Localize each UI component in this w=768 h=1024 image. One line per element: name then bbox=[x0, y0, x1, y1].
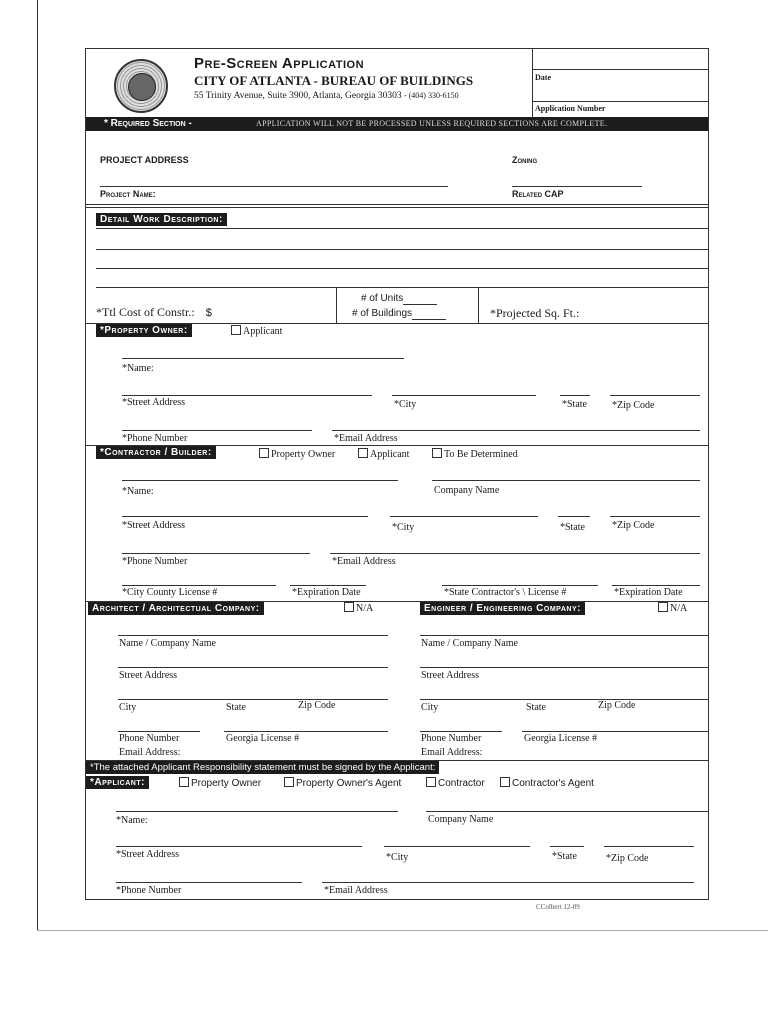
owner-applicant-label: Applicant bbox=[243, 326, 283, 337]
street-address-text: 55 Trinity Avenue, Suite 3900, Atlanta, Georgia 30303 bbox=[194, 91, 402, 101]
applicant-contractor-checkbox[interactable] bbox=[426, 777, 485, 789]
checkbox-icon bbox=[500, 777, 510, 787]
owner-city-field[interactable] bbox=[392, 395, 536, 396]
architect-band: Architect / Architectual Company: bbox=[88, 602, 264, 615]
contractor-email-field[interactable] bbox=[330, 553, 700, 554]
license-expiration-field[interactable] bbox=[290, 585, 366, 586]
owner-name-field[interactable] bbox=[122, 358, 404, 359]
architect-na-label: N/A bbox=[356, 603, 374, 614]
property-owner-band: *Property Owner: bbox=[96, 324, 192, 337]
applicant-street-field[interactable] bbox=[116, 846, 362, 847]
engineer-phone-label: Phone Number bbox=[421, 733, 482, 744]
units-field[interactable] bbox=[403, 293, 437, 305]
buildings-row bbox=[352, 308, 446, 320]
owner-zip-label: *Zip Code bbox=[612, 400, 655, 411]
units-row bbox=[361, 293, 437, 305]
architect-phone-label: Phone Number bbox=[119, 733, 180, 744]
office-phone: - (404) 330-6150 bbox=[403, 91, 459, 100]
buildings-label: # of Buildings bbox=[352, 308, 413, 319]
application-form bbox=[85, 48, 709, 900]
contractor-band: *Contractor / Builder: bbox=[96, 446, 216, 459]
owner-state-field[interactable] bbox=[560, 395, 590, 396]
org-name: CITY OF ATLANTA bbox=[194, 73, 311, 88]
construction-cost-label: *Ttl Cost of Constr.: bbox=[96, 305, 195, 319]
application-number-label: Application Number bbox=[535, 104, 606, 113]
engineer-city-state-zip-field[interactable] bbox=[420, 699, 708, 700]
engineer-name-label: Name / Company Name bbox=[421, 638, 518, 649]
checkbox-icon bbox=[358, 448, 368, 458]
detail-line-1[interactable] bbox=[96, 228, 708, 229]
project-name-label: Project Name: bbox=[100, 189, 156, 199]
contractor-state-label: *State bbox=[560, 522, 585, 533]
city-seal-icon bbox=[114, 59, 168, 113]
owner-zip-field[interactable] bbox=[610, 395, 700, 396]
required-section-bar bbox=[86, 117, 708, 131]
state-license-field[interactable] bbox=[442, 585, 598, 586]
applicant-street-label: *Street Address bbox=[116, 849, 180, 860]
required-notice: APPLICATION WILL NOT BE PROCESSED UNLESS REQUIRED SECTIONS ARE COMPLETE. bbox=[256, 119, 608, 128]
applicant-name-field[interactable] bbox=[116, 811, 398, 812]
project-name-field[interactable] bbox=[100, 186, 448, 187]
owner-state-label: *State bbox=[562, 399, 587, 410]
engineer-band: Engineer / Engineering Company: bbox=[420, 602, 585, 615]
form-revision-code: CColbert 12-09 bbox=[536, 903, 580, 911]
engineer-phone-field[interactable] bbox=[420, 731, 502, 732]
city-license-field[interactable] bbox=[122, 585, 276, 586]
applicant-owner-label: Property Owner bbox=[191, 778, 262, 789]
checkbox-icon bbox=[284, 777, 294, 787]
architect-zip-label: Zip Code bbox=[298, 700, 336, 711]
contractor-phone-label: *Phone Number bbox=[122, 556, 188, 567]
owner-email-label: *Email Address bbox=[334, 433, 398, 444]
checkbox-icon bbox=[344, 602, 354, 612]
architect-license-label: Georgia License # bbox=[226, 733, 300, 744]
detail-line-2[interactable] bbox=[96, 249, 708, 250]
applicant-city-field[interactable] bbox=[384, 846, 530, 847]
related-cap-field[interactable] bbox=[512, 186, 642, 187]
applicant-zip-label: *Zip Code bbox=[606, 853, 649, 864]
contractor-city-field[interactable] bbox=[390, 516, 538, 517]
buildings-field[interactable] bbox=[412, 308, 446, 320]
related-cap-label: Related CAP bbox=[512, 189, 564, 199]
architect-na-checkbox[interactable] bbox=[344, 602, 373, 614]
office-address bbox=[194, 91, 459, 101]
date-label: Date bbox=[535, 73, 551, 82]
contractor-email-label: *Email Address bbox=[332, 556, 396, 567]
checkbox-icon bbox=[179, 777, 189, 787]
contractor-city-label: *City bbox=[392, 522, 415, 533]
checkbox-icon bbox=[432, 448, 442, 458]
architect-email-label: Email Address: bbox=[119, 747, 181, 758]
contractor-owner-label: Property Owner bbox=[271, 449, 336, 460]
state-license-label: *State Contractor's \ License # bbox=[444, 587, 567, 598]
applicant-owner-checkbox[interactable] bbox=[179, 777, 261, 789]
owner-phone-label: *Phone Number bbox=[122, 433, 188, 444]
contractor-street-label: *Street Address bbox=[122, 520, 186, 531]
state-expiration-field[interactable] bbox=[612, 585, 700, 586]
checkbox-icon bbox=[658, 602, 668, 612]
architect-license-field[interactable] bbox=[224, 731, 388, 732]
architect-street-label: Street Address bbox=[119, 670, 178, 681]
engineer-name-field[interactable] bbox=[420, 635, 708, 636]
owner-phone-field[interactable] bbox=[122, 430, 312, 431]
applicant-zip-field[interactable] bbox=[604, 846, 694, 847]
contractor-applicant-label: Applicant bbox=[370, 449, 410, 460]
detail-line-3[interactable] bbox=[96, 268, 708, 269]
engineer-na-checkbox[interactable] bbox=[658, 602, 687, 614]
owner-name-label: *Name: bbox=[122, 363, 154, 374]
architect-name-label: Name / Company Name bbox=[119, 638, 216, 649]
checkbox-icon bbox=[426, 777, 436, 787]
architect-city-state-zip-field[interactable] bbox=[118, 699, 388, 700]
architect-street-field[interactable] bbox=[118, 667, 388, 668]
contractor-owner-checkbox[interactable] bbox=[259, 448, 335, 460]
owner-street-field[interactable] bbox=[122, 395, 372, 396]
city-license-label: *City County License # bbox=[122, 587, 218, 598]
applicant-email-label: *Email Address bbox=[324, 885, 388, 896]
applicant-contractor-agent-label: Contractor's Agent bbox=[512, 778, 594, 789]
engineer-street-label: Street Address bbox=[421, 670, 480, 681]
engineer-email-label: Email Address: bbox=[421, 747, 483, 758]
state-expiration-label: *Expiration Date bbox=[614, 587, 683, 598]
applicant-band: *Applicant: bbox=[86, 776, 149, 789]
cost-currency: $ bbox=[205, 307, 212, 319]
contractor-name-label: *Name: bbox=[122, 486, 154, 497]
applicant-statement: *The attached Applicant Responsibility statement must be signed by the Applicant: bbox=[86, 761, 439, 774]
contractor-phone-field[interactable] bbox=[122, 553, 310, 554]
applicant-name-label: *Name: bbox=[116, 815, 148, 826]
contractor-name-field[interactable] bbox=[122, 480, 398, 481]
applicant-state-field[interactable] bbox=[550, 846, 584, 847]
applicant-email-field[interactable] bbox=[322, 882, 694, 883]
contractor-state-field[interactable] bbox=[558, 516, 590, 517]
contractor-tbd-label: To Be Determined bbox=[444, 449, 518, 460]
owner-applicant-checkbox[interactable] bbox=[231, 325, 282, 337]
architect-state-label: State bbox=[226, 702, 246, 713]
contractor-tbd-checkbox[interactable] bbox=[432, 448, 518, 460]
required-section-label: * Required Section - bbox=[104, 118, 192, 129]
contractor-company-label: Company Name bbox=[434, 485, 500, 496]
applicant-contractor-agent-checkbox[interactable] bbox=[500, 777, 594, 789]
applicant-company-field[interactable] bbox=[426, 811, 708, 812]
license-expiration-label: *Expiration Date bbox=[292, 587, 361, 598]
architect-city-label: City bbox=[119, 702, 137, 713]
engineer-license-field[interactable] bbox=[522, 731, 708, 732]
sqft-label: *Projected Sq. Ft.: bbox=[490, 306, 580, 320]
contractor-zip-field[interactable] bbox=[610, 516, 700, 517]
contractor-company-field[interactable] bbox=[432, 480, 700, 481]
detail-work-band: Detail Work Description: bbox=[96, 213, 227, 226]
checkbox-icon bbox=[259, 448, 269, 458]
owner-street-label: *Street Address bbox=[122, 397, 186, 408]
page-bottom-edge bbox=[37, 930, 768, 931]
applicant-company-label: Company Name bbox=[428, 814, 494, 825]
engineer-license-label: Georgia License # bbox=[524, 733, 598, 744]
architect-name-field[interactable] bbox=[118, 635, 388, 636]
applicant-contractor-label: Contractor bbox=[438, 778, 485, 789]
engineer-city-label: City bbox=[421, 702, 439, 713]
applicant-state-label: *State bbox=[552, 851, 577, 862]
engineer-street-field[interactable] bbox=[420, 667, 708, 668]
checkbox-icon bbox=[231, 325, 241, 335]
engineer-zip-label: Zip Code bbox=[598, 700, 636, 711]
contractor-applicant-checkbox[interactable] bbox=[358, 448, 409, 460]
applicant-city-label: *City bbox=[386, 852, 409, 863]
applicant-phone-label: *Phone Number bbox=[116, 885, 182, 896]
units-label: # of Units bbox=[361, 293, 404, 304]
applicant-owner-agent-label: Property Owner's Agent bbox=[296, 778, 402, 789]
org-heading bbox=[194, 73, 473, 89]
architect-phone-field[interactable] bbox=[118, 731, 200, 732]
applicant-owner-agent-checkbox[interactable] bbox=[284, 777, 401, 789]
engineer-state-label: State bbox=[526, 702, 546, 713]
applicant-phone-field[interactable] bbox=[116, 882, 302, 883]
form-title: Pre-Screen Application bbox=[194, 55, 365, 72]
owner-city-label: *City bbox=[394, 399, 417, 410]
bureau-name: - BUREAU OF BUILDINGS bbox=[313, 73, 474, 88]
contractor-street-field[interactable] bbox=[122, 516, 368, 517]
page-edge bbox=[37, 0, 38, 930]
contractor-zip-label: *Zip Code bbox=[612, 520, 655, 531]
project-address-label: PROJECT ADDRESS bbox=[100, 155, 189, 165]
engineer-na-label: N/A bbox=[670, 603, 688, 614]
owner-email-field[interactable] bbox=[332, 430, 700, 431]
construction-cost bbox=[96, 305, 212, 320]
zoning-label: Zoning bbox=[512, 155, 538, 165]
